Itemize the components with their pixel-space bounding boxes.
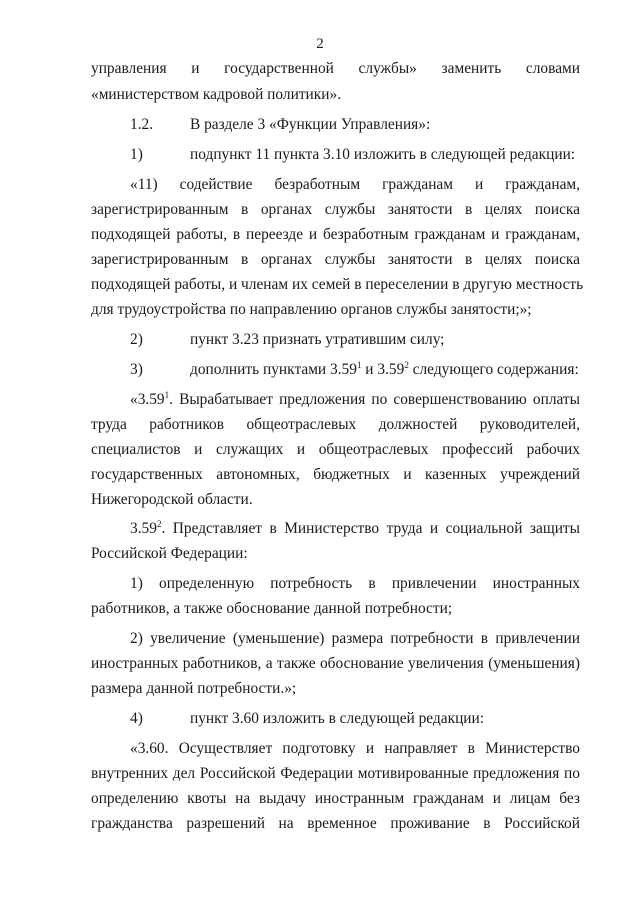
- text-content: работников, а также обоснование данной потребности;: [91, 600, 453, 617]
- text-line: [91, 765, 580, 783]
- text-content: гражданства разрешений на временное проживание в Российской: [91, 815, 580, 832]
- text-content: Нижегородской области.: [91, 491, 253, 508]
- text-line: [91, 600, 452, 618]
- text-content: зарегистрированным в органах службы занятости в целях поиска: [91, 251, 580, 268]
- text-line: [130, 630, 580, 648]
- text-line: [130, 710, 484, 728]
- text-content: подходящей работы, и членам их семей в переселении в другую местность: [91, 276, 584, 293]
- text-line: [91, 60, 580, 78]
- text-line: [130, 361, 579, 379]
- text-line: [91, 790, 580, 808]
- text-line: [91, 815, 580, 833]
- superscript: 1: [356, 360, 362, 370]
- text-content: «3.60. Осуществляет подготовку и направляет в Министерство: [130, 740, 580, 757]
- text-content: специалистов и служащих и общеотраслевых профессий рабочих: [91, 441, 580, 458]
- text-content: управления и государственной службы» заменить словами: [91, 60, 580, 77]
- text-line: [91, 276, 584, 294]
- text-line: [130, 520, 580, 538]
- text-line: [130, 146, 575, 164]
- text-line: [91, 680, 296, 698]
- list-marker: 3): [130, 361, 143, 378]
- text-line: [91, 251, 580, 269]
- text-line: [130, 391, 580, 409]
- text-line: [91, 466, 580, 484]
- text-segment: дополнить пунктами 3.59: [190, 361, 357, 378]
- text-content: подходящей работы, в переезде и безработным гражданам и гражданам,: [91, 226, 580, 243]
- text-content: 1) определенную потребность в привлечении иностранных: [130, 575, 580, 592]
- list-marker: 2): [130, 331, 143, 348]
- superscript: 1: [164, 390, 170, 400]
- page-number: 2: [316, 36, 324, 52]
- text-segment: 3.59: [130, 520, 157, 537]
- text-content: пункт 3.23 признать утратившим силу;: [190, 331, 445, 348]
- text-content: пункт 3.60 изложить в следующей редакции:: [190, 710, 485, 727]
- text-segment: следующего содержания:: [408, 361, 579, 378]
- text-segment: и 3.59: [361, 361, 405, 378]
- text-line: [130, 176, 580, 194]
- list-marker: 4): [130, 710, 143, 727]
- text-content: 2) увеличение (уменьшение) размера потребности в привлечении: [130, 630, 580, 647]
- text-content: В разделе 3 «Функции Управления»:: [190, 116, 431, 133]
- text-line: [91, 416, 580, 434]
- text-line: [91, 301, 532, 319]
- text-line: [130, 331, 444, 349]
- text-segment: . Представляет в Министерство труда и социальной защиты: [161, 520, 580, 537]
- text-line: [91, 655, 580, 673]
- list-marker: 1.2.: [130, 116, 154, 133]
- text-line: [130, 575, 580, 593]
- text-line: [91, 441, 580, 459]
- text-segment: «3.59: [130, 391, 165, 408]
- text-content: «министерством кадровой политики».: [91, 86, 342, 103]
- text-content: Российской Федерации:: [91, 545, 248, 562]
- text-line: [91, 201, 580, 219]
- superscript: 2: [156, 519, 162, 529]
- text-line: [130, 116, 430, 134]
- text-content: «11) содействие безработным гражданам и гражданам,: [130, 176, 580, 193]
- superscript: 2: [404, 360, 409, 370]
- text-content: определению квоты на выдачу иностранным гражданам и лицам без: [91, 790, 580, 807]
- list-marker: 1): [130, 146, 143, 163]
- text-line: [91, 545, 248, 563]
- text-content: зарегистрированным в органах службы занятости в целях поиска: [91, 201, 580, 218]
- text-segment: . Вырабатывает предложения по совершенствованию оплаты: [169, 391, 580, 408]
- text-content: труда работников общеотраслевых должностей руководителей,: [91, 416, 580, 433]
- text-line: [130, 740, 580, 758]
- text-content: государственных автономных, бюджетных и казенных учреждений: [91, 466, 580, 483]
- text-line: [91, 226, 580, 244]
- text-content: для трудоустройства по направлению органов службы занятости;»;: [91, 301, 532, 318]
- text-line: [91, 86, 341, 104]
- text-content: внутренних дел Российской Федерации мотивированные предложения по: [91, 765, 580, 782]
- text-content: размера данной потребности.»;: [91, 680, 297, 697]
- text-content: иностранных работников, а также обоснование увеличения (уменьшения): [91, 655, 580, 672]
- text-line: [91, 491, 253, 509]
- text-content: подпункт 11 пункта 3.10 изложить в следующей редакции:: [190, 146, 576, 163]
